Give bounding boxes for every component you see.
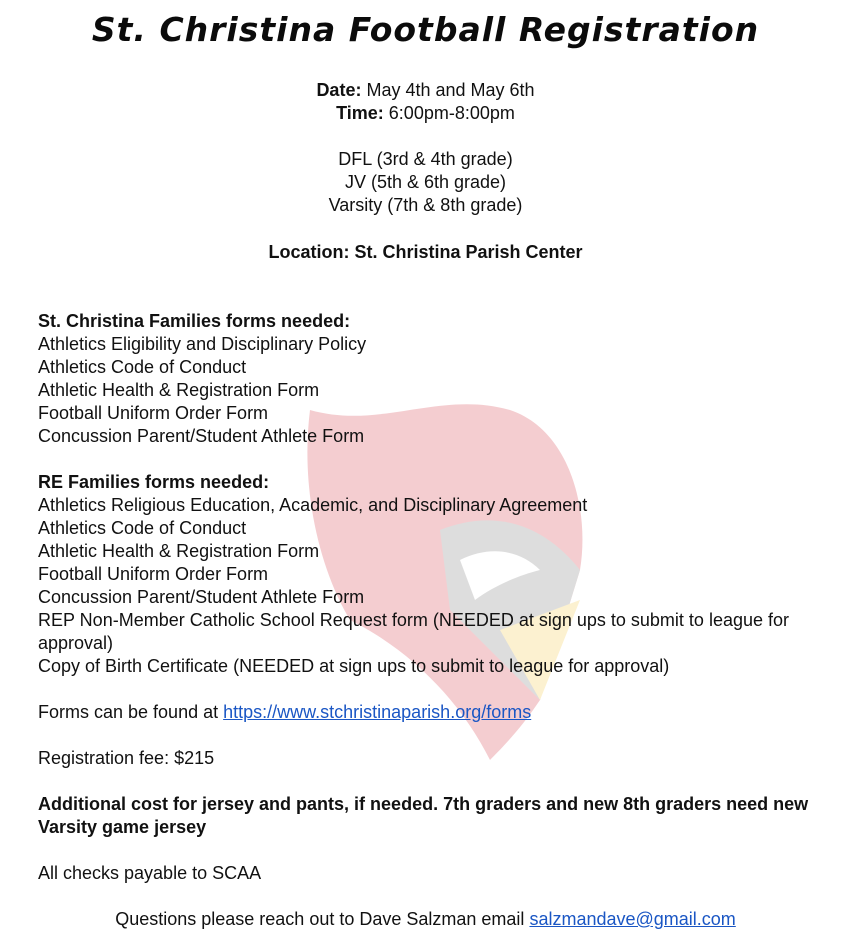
- divisions-list: [0, 148, 851, 217]
- forms-line: [38, 701, 828, 724]
- list-item: Athletics Code of Conduct: [38, 357, 247, 377]
- date-value: May 4th and May 6th: [361, 80, 535, 100]
- list-item: Concussion Parent/Student Athlete Form: [38, 426, 365, 446]
- list-item: Athletic Health & Registration Form: [38, 380, 320, 400]
- location: Location: St. Christina Parish Center: [268, 242, 583, 262]
- list-item: Athletic Health & Registration Form: [38, 541, 320, 561]
- date-line: [0, 79, 851, 102]
- email-link[interactable]: salzmandave@gmail.com: [529, 909, 736, 929]
- list-item: Athletics Eligibility and Disciplinary Policy: [38, 334, 367, 354]
- additional-cost: Additional cost for jersey and pants, if needed. 7th graders and new 8th graders need new Varsity game jersey: [38, 794, 809, 837]
- re-families-heading: RE Families forms needed:: [38, 472, 270, 492]
- division-item: JV (5th & 6th grade): [344, 172, 507, 192]
- checks-payable: All checks payable to SCAA: [38, 863, 262, 883]
- st-families-section: [38, 310, 828, 448]
- registration-fee: Registration fee: $215: [38, 748, 215, 768]
- page-title: St. Christina Football Registration: [91, 10, 760, 49]
- re-families-section: [38, 471, 828, 678]
- time-line: [0, 102, 851, 125]
- list-item: REP Non-Member Catholic School Request form (NEEDED at sign ups to submit to league for approval): [38, 610, 789, 653]
- questions-line: [0, 908, 851, 931]
- questions-text: Questions please reach out to Dave Salzman email: [115, 909, 530, 929]
- forms-link[interactable]: https://www.stchristinaparish.org/forms: [223, 702, 532, 722]
- forms-label: Forms can be found at: [38, 702, 224, 722]
- list-item: Football Uniform Order Form: [38, 403, 269, 423]
- time-value: 6:00pm-8:00pm: [383, 103, 515, 123]
- list-item: Concussion Parent/Student Athlete Form: [38, 587, 365, 607]
- list-item: Football Uniform Order Form: [38, 564, 269, 584]
- division-item: DFL (3rd & 4th grade): [338, 149, 513, 169]
- list-item: Copy of Birth Certificate (NEEDED at sign ups to submit to league for approval): [38, 656, 670, 676]
- list-item: Athletics Religious Education, Academic, and Disciplinary Agreement: [38, 495, 588, 515]
- time-label: Time:: [336, 103, 384, 123]
- date-label: Date:: [316, 80, 362, 100]
- division-item: Varsity (7th & 8th grade): [328, 195, 523, 215]
- list-item: Athletics Code of Conduct: [38, 518, 247, 538]
- st-families-heading: St. Christina Families forms needed:: [38, 311, 351, 331]
